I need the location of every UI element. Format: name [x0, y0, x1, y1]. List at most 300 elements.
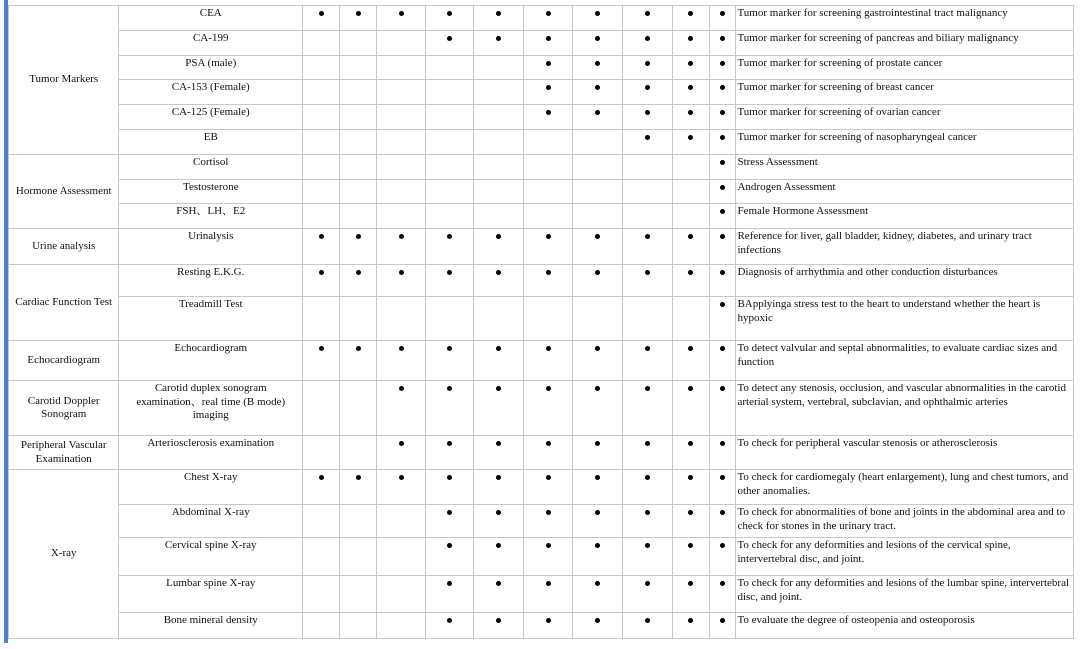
- included-dot-icon: [645, 543, 650, 548]
- package-cell: [672, 204, 709, 229]
- package-cell: [377, 297, 426, 341]
- package-cell: [709, 56, 736, 80]
- included-dot-icon: [546, 581, 551, 586]
- package-cell: [474, 470, 524, 505]
- table-row: [9, 576, 1074, 613]
- package-cell: [709, 204, 736, 229]
- test-name-cell: Bone mineral density: [119, 613, 303, 639]
- included-dot-icon: [447, 11, 452, 16]
- description-cell: Stress Assessment: [736, 155, 1074, 180]
- package-cell: [709, 505, 736, 538]
- package-cell: [672, 105, 709, 130]
- package-cell: [377, 31, 426, 56]
- included-dot-icon: [720, 160, 725, 165]
- included-dot-icon: [546, 36, 551, 41]
- test-name-cell: Cervical spine X-ray: [119, 538, 303, 576]
- package-cell: [377, 341, 426, 381]
- package-cell: [474, 381, 524, 436]
- package-cell: [709, 297, 736, 341]
- package-cell: [573, 105, 623, 130]
- package-cell: [709, 105, 736, 130]
- package-cell: [425, 130, 474, 155]
- table-row: [9, 436, 1074, 470]
- package-cell: [523, 130, 573, 155]
- included-dot-icon: [645, 85, 650, 90]
- package-cell: [523, 436, 573, 470]
- included-dot-icon: [356, 475, 361, 480]
- package-cell: [523, 470, 573, 505]
- included-dot-icon: [546, 11, 551, 16]
- included-dot-icon: [447, 475, 452, 480]
- package-cell: [573, 381, 623, 436]
- included-dot-icon: [595, 85, 600, 90]
- included-dot-icon: [447, 346, 452, 351]
- included-dot-icon: [399, 386, 404, 391]
- package-cell: [573, 436, 623, 470]
- package-cell: [340, 180, 377, 204]
- package-cell: [672, 6, 709, 31]
- package-cell: [425, 297, 474, 341]
- package-cell: [340, 6, 377, 31]
- included-dot-icon: [595, 386, 600, 391]
- included-dot-icon: [319, 11, 324, 16]
- package-cell: [377, 436, 426, 470]
- included-dot-icon: [496, 386, 501, 391]
- included-dot-icon: [399, 270, 404, 275]
- description-cell: Tumor marker for screening of breast cancer: [736, 80, 1074, 105]
- description-cell: Reference for liver, gall bladder, kidney, diabetes, and urinary tract infections: [736, 229, 1074, 265]
- package-cell: [523, 56, 573, 80]
- description-cell: Tumor marker for screening of ovarian cancer: [736, 105, 1074, 130]
- included-dot-icon: [720, 475, 725, 480]
- included-dot-icon: [720, 209, 725, 214]
- package-cell: [425, 229, 474, 265]
- package-cell: [377, 613, 426, 639]
- test-name-cell: PSA (male): [119, 56, 303, 80]
- package-cell: [474, 180, 524, 204]
- description-cell: To check for cardiomegaly (heart enlargement), lung and chest tumors, and other anomalies.: [736, 470, 1074, 505]
- package-cell: [622, 538, 672, 576]
- package-cell: [425, 204, 474, 229]
- included-dot-icon: [720, 135, 725, 140]
- package-cell: [303, 56, 340, 80]
- package-cell: [303, 105, 340, 130]
- package-cell: [377, 381, 426, 436]
- category-cell: Tumor Markers: [9, 6, 119, 155]
- package-cell: [672, 155, 709, 180]
- package-cell: [474, 105, 524, 130]
- included-dot-icon: [356, 270, 361, 275]
- package-cell: [573, 576, 623, 613]
- package-cell: [672, 505, 709, 538]
- package-cell: [709, 613, 736, 639]
- package-cell: [340, 265, 377, 297]
- package-cell: [672, 229, 709, 265]
- description-cell: Tumor marker for screening of prostate cancer: [736, 56, 1074, 80]
- package-cell: [474, 538, 524, 576]
- description-cell: To check for abnormalities of bone and joints in the abdominal area and to check for stones in the urinary tract.: [736, 505, 1074, 538]
- package-cell: [303, 538, 340, 576]
- package-cell: [425, 341, 474, 381]
- test-name-cell: Lumbar spine X-ray: [119, 576, 303, 613]
- package-cell: [523, 180, 573, 204]
- package-cell: [709, 470, 736, 505]
- package-cell: [425, 6, 474, 31]
- package-cell: [474, 6, 524, 31]
- table-row: [9, 229, 1074, 265]
- table-row: [9, 470, 1074, 505]
- package-cell: [523, 265, 573, 297]
- included-dot-icon: [496, 441, 501, 446]
- included-dot-icon: [720, 346, 725, 351]
- table-row: [9, 80, 1074, 105]
- included-dot-icon: [595, 346, 600, 351]
- package-cell: [377, 105, 426, 130]
- included-dot-icon: [720, 36, 725, 41]
- included-dot-icon: [447, 581, 452, 586]
- included-dot-icon: [688, 581, 693, 586]
- included-dot-icon: [645, 110, 650, 115]
- package-cell: [523, 6, 573, 31]
- package-cell: [474, 265, 524, 297]
- package-cell: [672, 470, 709, 505]
- included-dot-icon: [595, 234, 600, 239]
- package-cell: [474, 505, 524, 538]
- package-cell: [377, 130, 426, 155]
- package-cell: [523, 105, 573, 130]
- included-dot-icon: [546, 510, 551, 515]
- included-dot-icon: [319, 234, 324, 239]
- test-name-cell: Arteriosclerosis examination: [119, 436, 303, 470]
- package-cell: [340, 155, 377, 180]
- included-dot-icon: [720, 618, 725, 623]
- included-dot-icon: [645, 61, 650, 66]
- included-dot-icon: [546, 270, 551, 275]
- package-cell: [303, 470, 340, 505]
- table-row: [9, 505, 1074, 538]
- test-name-cell: CA-199: [119, 31, 303, 56]
- package-cell: [573, 155, 623, 180]
- included-dot-icon: [447, 543, 452, 548]
- package-cell: [425, 31, 474, 56]
- package-cell: [377, 204, 426, 229]
- package-cell: [672, 576, 709, 613]
- included-dot-icon: [720, 270, 725, 275]
- description-cell: Female Hormone Assessment: [736, 204, 1074, 229]
- category-cell: Carotid Doppler Sonogram: [9, 381, 119, 436]
- table-row: [9, 538, 1074, 576]
- included-dot-icon: [496, 234, 501, 239]
- included-dot-icon: [645, 270, 650, 275]
- included-dot-icon: [645, 36, 650, 41]
- test-name-cell: Echocardiogram: [119, 341, 303, 381]
- package-cell: [573, 470, 623, 505]
- package-cell: [573, 505, 623, 538]
- included-dot-icon: [496, 543, 501, 548]
- included-dot-icon: [399, 11, 404, 16]
- included-dot-icon: [546, 543, 551, 548]
- table-row: [9, 6, 1074, 31]
- package-cell: [303, 80, 340, 105]
- included-dot-icon: [399, 234, 404, 239]
- package-cell: [425, 155, 474, 180]
- test-name-cell: Chest X-ray: [119, 470, 303, 505]
- package-cell: [377, 229, 426, 265]
- description-cell: To detect valvular and septal abnormalities, to evaluate cardiac sizes and function: [736, 341, 1074, 381]
- included-dot-icon: [720, 234, 725, 239]
- included-dot-icon: [688, 135, 693, 140]
- package-cell: [523, 31, 573, 56]
- package-cell: [377, 470, 426, 505]
- included-dot-icon: [319, 475, 324, 480]
- package-cell: [425, 56, 474, 80]
- package-cell: [709, 130, 736, 155]
- included-dot-icon: [546, 618, 551, 623]
- test-name-cell: Testosterone: [119, 180, 303, 204]
- included-dot-icon: [546, 110, 551, 115]
- package-cell: [622, 297, 672, 341]
- included-dot-icon: [688, 61, 693, 66]
- package-cell: [573, 538, 623, 576]
- package-cell: [573, 56, 623, 80]
- package-cell: [474, 576, 524, 613]
- package-cell: [622, 341, 672, 381]
- package-cell: [377, 505, 426, 538]
- package-cell: [672, 31, 709, 56]
- package-cell: [340, 576, 377, 613]
- package-cell: [709, 265, 736, 297]
- package-cell: [622, 436, 672, 470]
- package-cell: [672, 80, 709, 105]
- included-dot-icon: [595, 11, 600, 16]
- description-cell: To check for peripheral vascular stenosis or atherosclerosis: [736, 436, 1074, 470]
- package-cell: [622, 204, 672, 229]
- category-cell: Cardiac Function Test: [9, 265, 119, 341]
- included-dot-icon: [595, 36, 600, 41]
- package-cell: [303, 381, 340, 436]
- package-cell: [474, 31, 524, 56]
- table-row: [9, 180, 1074, 204]
- included-dot-icon: [688, 234, 693, 239]
- package-cell: [303, 265, 340, 297]
- package-cell: [474, 436, 524, 470]
- package-cell: [672, 297, 709, 341]
- category-cell: X-ray: [9, 470, 119, 639]
- package-cell: [303, 180, 340, 204]
- package-cell: [474, 155, 524, 180]
- table-row: [9, 204, 1074, 229]
- included-dot-icon: [595, 581, 600, 586]
- package-cell: [573, 80, 623, 105]
- package-cell: [622, 31, 672, 56]
- package-cell: [672, 56, 709, 80]
- package-cell: [425, 538, 474, 576]
- package-cell: [340, 31, 377, 56]
- included-dot-icon: [356, 11, 361, 16]
- package-cell: [303, 229, 340, 265]
- package-cell: [523, 204, 573, 229]
- package-cell: [474, 297, 524, 341]
- included-dot-icon: [447, 234, 452, 239]
- included-dot-icon: [645, 234, 650, 239]
- included-dot-icon: [595, 441, 600, 446]
- included-dot-icon: [496, 475, 501, 480]
- test-name-cell: FSH、LH、E2: [119, 204, 303, 229]
- package-cell: [303, 505, 340, 538]
- package-cell: [523, 155, 573, 180]
- description-cell: BApplyinga stress test to the heart to understand whether the heart is hypoxic: [736, 297, 1074, 341]
- included-dot-icon: [645, 386, 650, 391]
- package-cell: [523, 297, 573, 341]
- package-cell: [303, 204, 340, 229]
- included-dot-icon: [645, 11, 650, 16]
- package-cell: [622, 505, 672, 538]
- package-cell: [523, 341, 573, 381]
- test-name-cell: Resting E.K.G.: [119, 265, 303, 297]
- package-cell: [340, 80, 377, 105]
- package-cell: [523, 538, 573, 576]
- included-dot-icon: [496, 346, 501, 351]
- test-name-cell: Urinalysis: [119, 229, 303, 265]
- package-cell: [303, 6, 340, 31]
- description-cell: To check for any deformities and lesions of the lumbar spine, intervertebral disc, and joint.: [736, 576, 1074, 613]
- included-dot-icon: [688, 510, 693, 515]
- included-dot-icon: [645, 581, 650, 586]
- package-cell: [672, 613, 709, 639]
- category-cell: Hormone Assessment: [9, 155, 119, 229]
- package-cell: [523, 229, 573, 265]
- package-cell: [425, 381, 474, 436]
- description-cell: Diagnosis of arrhythmia and other conduction disturbances: [736, 265, 1074, 297]
- package-cell: [573, 130, 623, 155]
- package-cell: [303, 31, 340, 56]
- package-cell: [573, 204, 623, 229]
- test-name-cell: CA-125 (Female): [119, 105, 303, 130]
- package-cell: [573, 265, 623, 297]
- included-dot-icon: [595, 61, 600, 66]
- package-cell: [425, 265, 474, 297]
- included-dot-icon: [688, 346, 693, 351]
- package-cell: [340, 613, 377, 639]
- included-dot-icon: [546, 234, 551, 239]
- included-dot-icon: [447, 386, 452, 391]
- included-dot-icon: [688, 11, 693, 16]
- package-cell: [523, 381, 573, 436]
- included-dot-icon: [688, 441, 693, 446]
- included-dot-icon: [447, 270, 452, 275]
- table-row: [9, 155, 1074, 180]
- package-cell: [340, 538, 377, 576]
- included-dot-icon: [645, 510, 650, 515]
- included-dot-icon: [688, 270, 693, 275]
- package-cell: [340, 381, 377, 436]
- included-dot-icon: [356, 234, 361, 239]
- test-name-cell: CEA: [119, 6, 303, 31]
- description-cell: To evaluate the degree of osteopenia and osteoporosis: [736, 613, 1074, 639]
- included-dot-icon: [399, 475, 404, 480]
- package-cell: [709, 31, 736, 56]
- package-cell: [709, 180, 736, 204]
- package-cell: [709, 155, 736, 180]
- package-cell: [622, 381, 672, 436]
- included-dot-icon: [688, 475, 693, 480]
- included-dot-icon: [546, 346, 551, 351]
- included-dot-icon: [720, 441, 725, 446]
- package-cell: [672, 130, 709, 155]
- package-cell: [709, 229, 736, 265]
- included-dot-icon: [595, 543, 600, 548]
- test-name-cell: CA-153 (Female): [119, 80, 303, 105]
- package-cell: [340, 229, 377, 265]
- package-cell: [340, 56, 377, 80]
- package-cell: [709, 80, 736, 105]
- included-dot-icon: [447, 618, 452, 623]
- package-cell: [303, 576, 340, 613]
- included-dot-icon: [720, 85, 725, 90]
- included-dot-icon: [688, 386, 693, 391]
- package-cell: [474, 204, 524, 229]
- package-cell: [377, 576, 426, 613]
- health-checkup-table: [8, 5, 1074, 639]
- included-dot-icon: [720, 386, 725, 391]
- included-dot-icon: [595, 270, 600, 275]
- package-cell: [377, 6, 426, 31]
- test-name-cell: Cortisol: [119, 155, 303, 180]
- included-dot-icon: [720, 510, 725, 515]
- package-cell: [709, 6, 736, 31]
- included-dot-icon: [645, 618, 650, 623]
- package-cell: [709, 381, 736, 436]
- included-dot-icon: [546, 475, 551, 480]
- package-cell: [425, 470, 474, 505]
- package-cell: [622, 470, 672, 505]
- description-cell: To check for any deformities and lesions of the cervical spine, intervertebral disc, and joint.: [736, 538, 1074, 576]
- table-row: [9, 341, 1074, 381]
- included-dot-icon: [399, 346, 404, 351]
- package-cell: [622, 180, 672, 204]
- package-cell: [573, 297, 623, 341]
- package-cell: [709, 576, 736, 613]
- package-cell: [340, 505, 377, 538]
- included-dot-icon: [720, 581, 725, 586]
- category-cell: Urine analysis: [9, 229, 119, 265]
- included-dot-icon: [720, 61, 725, 66]
- table-row: [9, 381, 1074, 436]
- included-dot-icon: [595, 510, 600, 515]
- package-cell: [622, 105, 672, 130]
- included-dot-icon: [447, 510, 452, 515]
- package-cell: [474, 56, 524, 80]
- package-cell: [523, 80, 573, 105]
- included-dot-icon: [546, 441, 551, 446]
- description-cell: Tumor marker for screening of pancreas and biliary malignancy: [736, 31, 1074, 56]
- package-cell: [622, 6, 672, 31]
- table-row: [9, 613, 1074, 639]
- package-cell: [377, 80, 426, 105]
- included-dot-icon: [645, 441, 650, 446]
- package-cell: [425, 436, 474, 470]
- table-row: [9, 265, 1074, 297]
- included-dot-icon: [720, 302, 725, 307]
- package-cell: [523, 576, 573, 613]
- package-cell: [377, 56, 426, 80]
- package-cell: [672, 341, 709, 381]
- package-cell: [622, 80, 672, 105]
- included-dot-icon: [720, 11, 725, 16]
- package-cell: [425, 80, 474, 105]
- package-cell: [303, 155, 340, 180]
- included-dot-icon: [688, 543, 693, 548]
